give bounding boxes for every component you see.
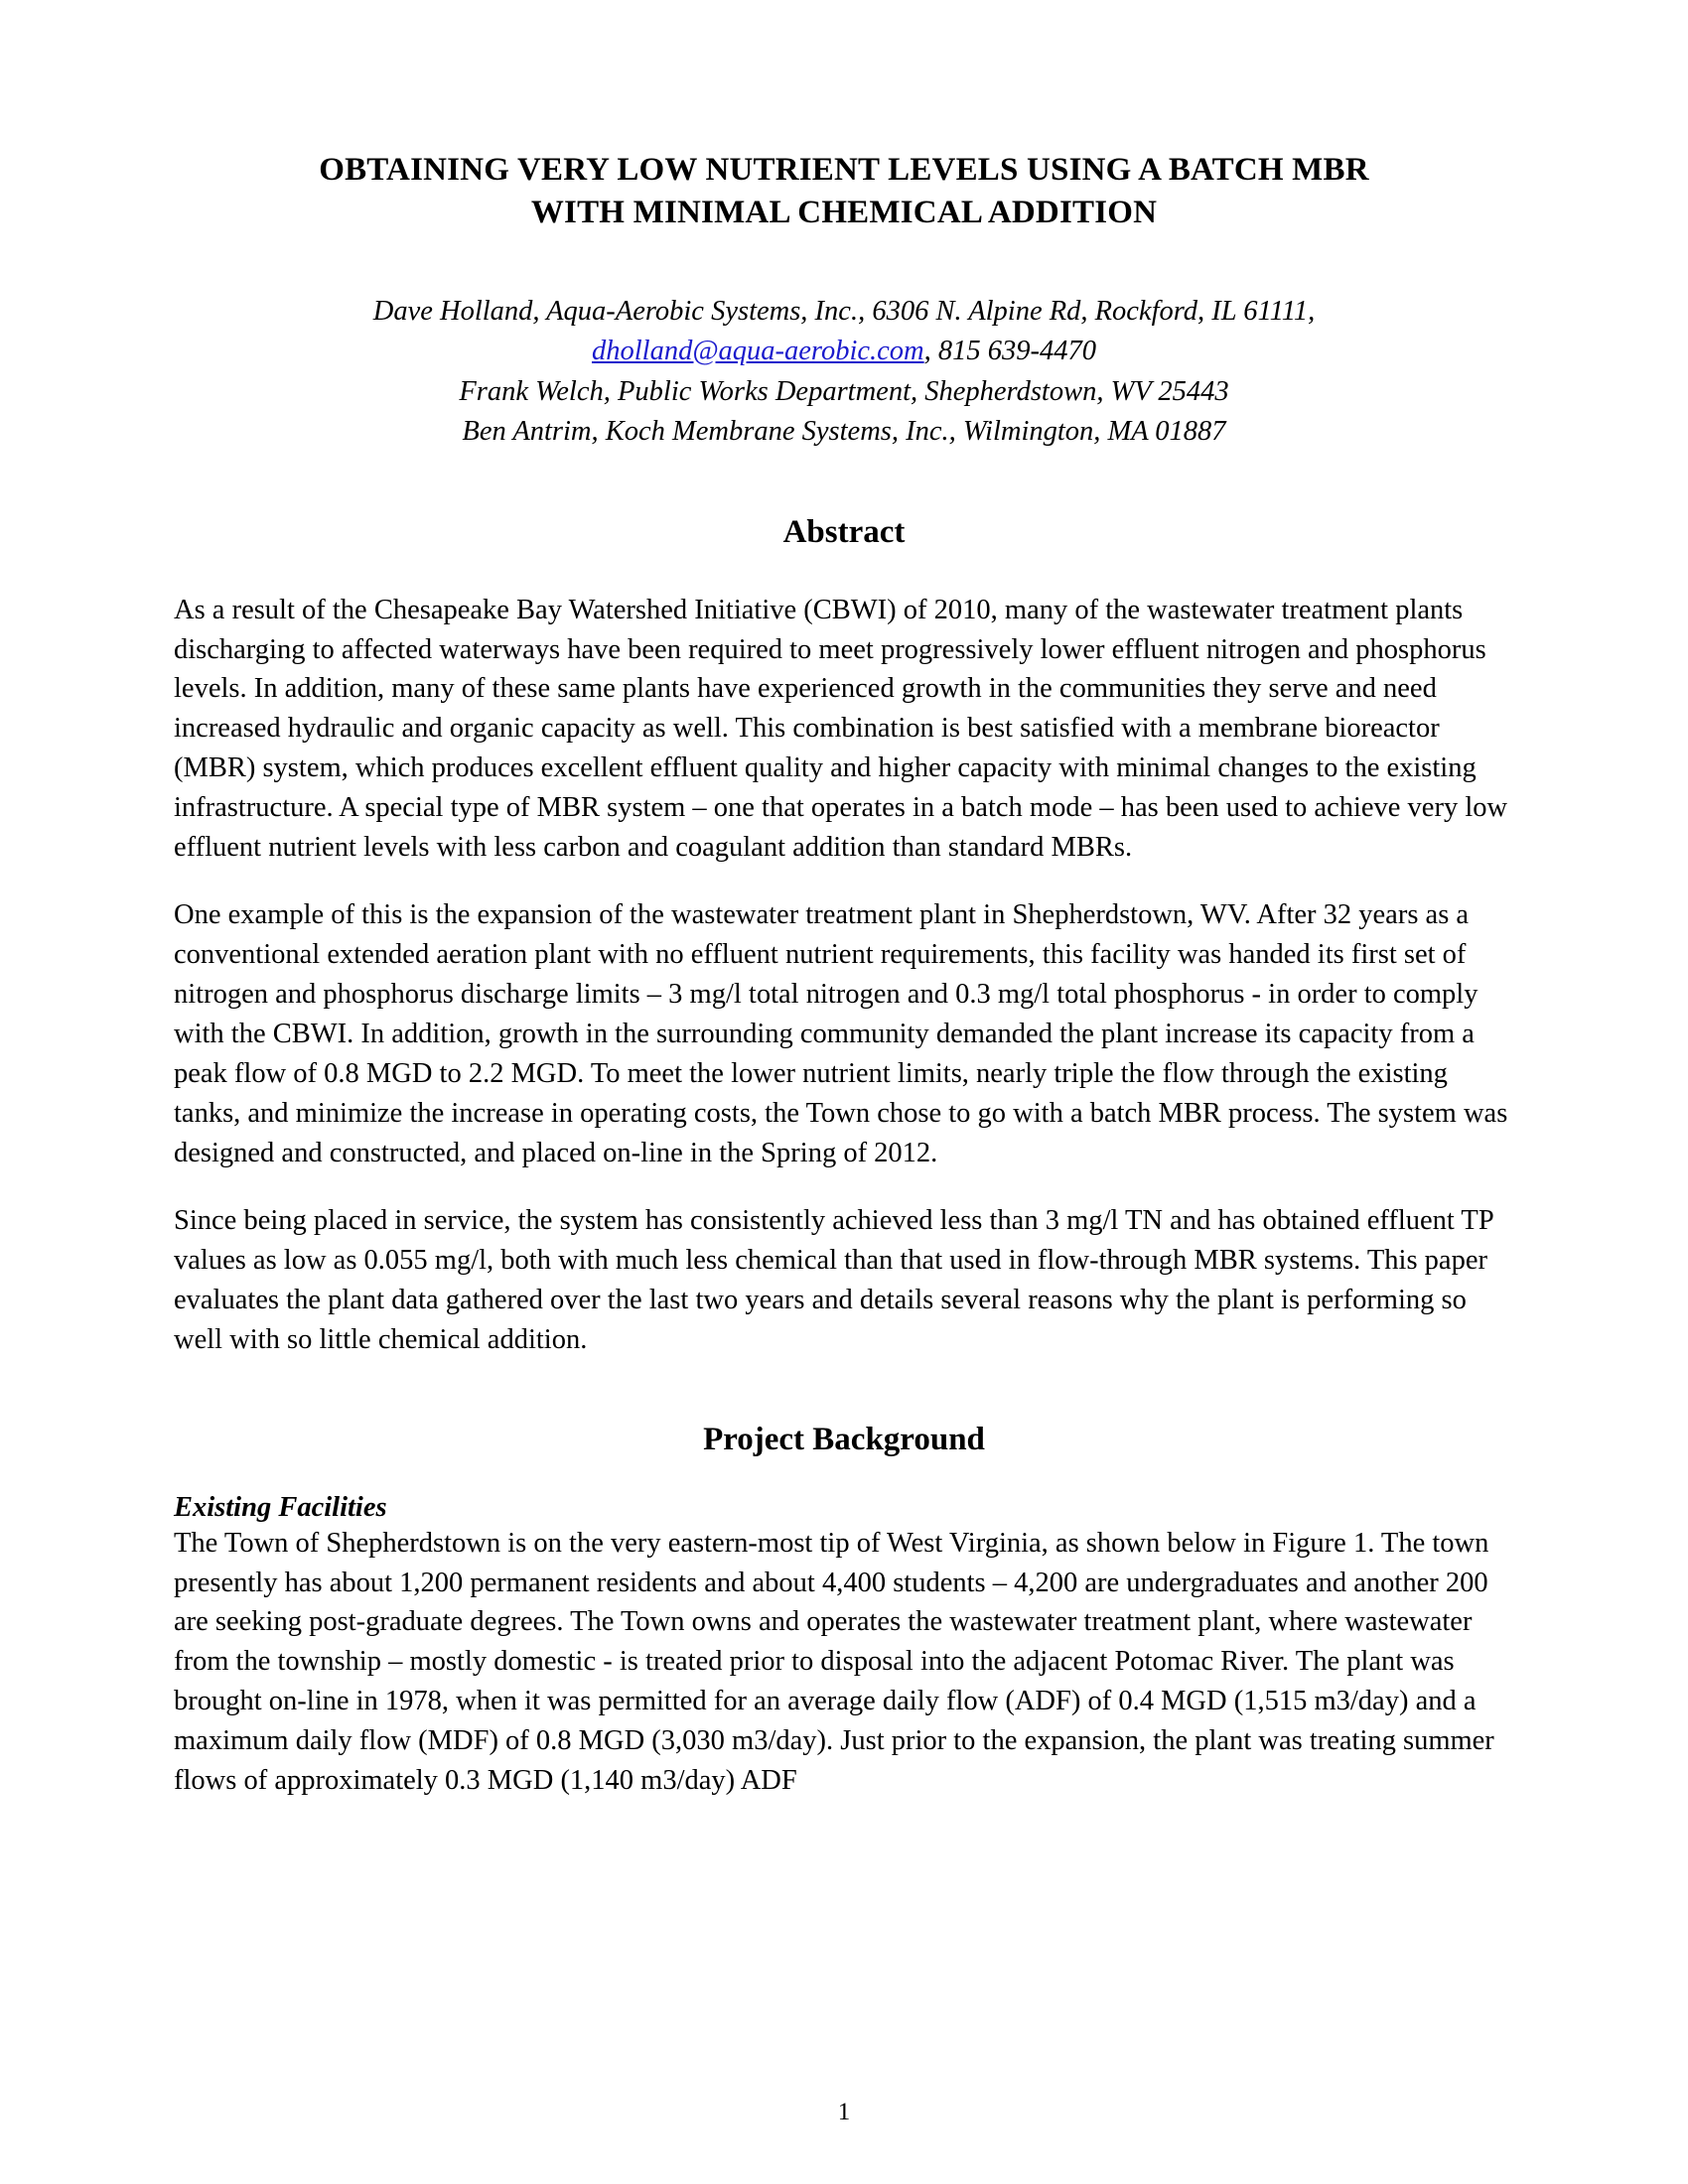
project-background-heading: Project Background <box>703 1421 985 1457</box>
page-number: 1 <box>837 2099 851 2125</box>
author-line-1: Dave Holland, Aqua-Aerobic Systems, Inc., 6306 N. Alpine Rd, Rockford, IL 61111, <box>372 295 1316 327</box>
author-email-link[interactable]: dholland@aqua-aerobic.com <box>591 336 924 367</box>
author-line-2 <box>174 332 1514 371</box>
abstract-paragraph-3: Since being placed in service, the system has consistently achieved less than 3 mg/l TN and has obtained effluent TP values as low as 0.055 mg/l, both with much less chemical than that used in flow-through MBR systems. This paper evaluates the plant data gathered over the last two years and details several reasons why the plant is performing so well with so little chemical addition. <box>174 1205 1493 1355</box>
existing-facilities-paragraph: The Town of Shepherdstown is on the very eastern-most tip of West Virginia, as shown below in Figure 1. The town presently has about 1,200 permanent residents and about 4,400 students – 4,200 are undergraduates and another 200 are seeking post-graduate degrees. The Town owns and operates the wastewater treatment plant, where wastewater from the township – mostly domestic - is treated prior to disposal into the adjacent Potomac River. The plant was brought on-line in 1978, when it was permitted for an average daily flow (ADF) of 0.4 MGD (1,515 m3/day) and a maximum daily flow (MDF) of 0.8 MGD (3,030 m3/day). Just prior to the expansion, the plant was treating summer flows of approximately 0.3 MGD (1,140 m3/day) ADF <box>174 1527 1494 1797</box>
author-line-4: Ben Antrim, Koch Membrane Systems, Inc., Wilmington, MA 01887 <box>462 416 1226 448</box>
abstract-paragraph-2: One example of this is the expansion of the wastewater treatment plant in Shepherdstown, WV. After 32 years as a conventional extended aeration plant with no effluent nutrient requirements, this facility was handed its first set of nitrogen and phosphorus discharge limits – 3 mg/l total nitrogen and 0.3 mg/l total phosphorus - in order to comply with the CBWI. In addition, growth in the surrounding community demanded the plant increase its capacity from a peak flow of 0.8 MGD to 2.2 MGD. To meet the lower nutrient limits, nearly triple the flow through the existing tanks, and minimize the increase in operating costs, the Town chose to go with a batch MBR process. The system was designed and constructed, and placed on-line in the Spring of 2012. <box>174 899 1508 1168</box>
title-line-1: OBTAINING VERY LOW NUTRIENT LEVELS USING A BATCH MBR <box>319 152 1369 188</box>
abstract-paragraph-1: As a result of the Chesapeake Bay Watershed Initiative (CBWI) of 2010, many of the wastewater treatment plants discharging to affected waterways have been required to meet progressively lower effluent nitrogen and phosphorus levels. In addition, many of these same plants have experienced growth in the communities they serve and need increased hydraulic and organic capacity as well. This combination is best satisfied with a membrane bioreactor (MBR) system, which produces excellent effluent quality and higher capacity with minimal changes to the existing infrastructure. A special type of MBR system – one that operates in a batch mode – has been used to achieve very low effluent nutrient levels with less carbon and coagulant addition than standard MBRs. <box>174 594 1508 863</box>
page-title <box>213 149 1475 234</box>
title-line-2: WITH MINIMAL CHEMICAL ADDITION <box>530 194 1158 230</box>
author-block <box>174 292 1514 453</box>
author-phone: , 815 639-4470 <box>923 336 1097 367</box>
author-line-3: Frank Welch, Public Works Department, Shepherdstown, WV 25443 <box>459 375 1229 407</box>
existing-facilities-subheading: Existing Facilities <box>174 1491 387 1523</box>
abstract-heading: Abstract <box>782 513 906 550</box>
